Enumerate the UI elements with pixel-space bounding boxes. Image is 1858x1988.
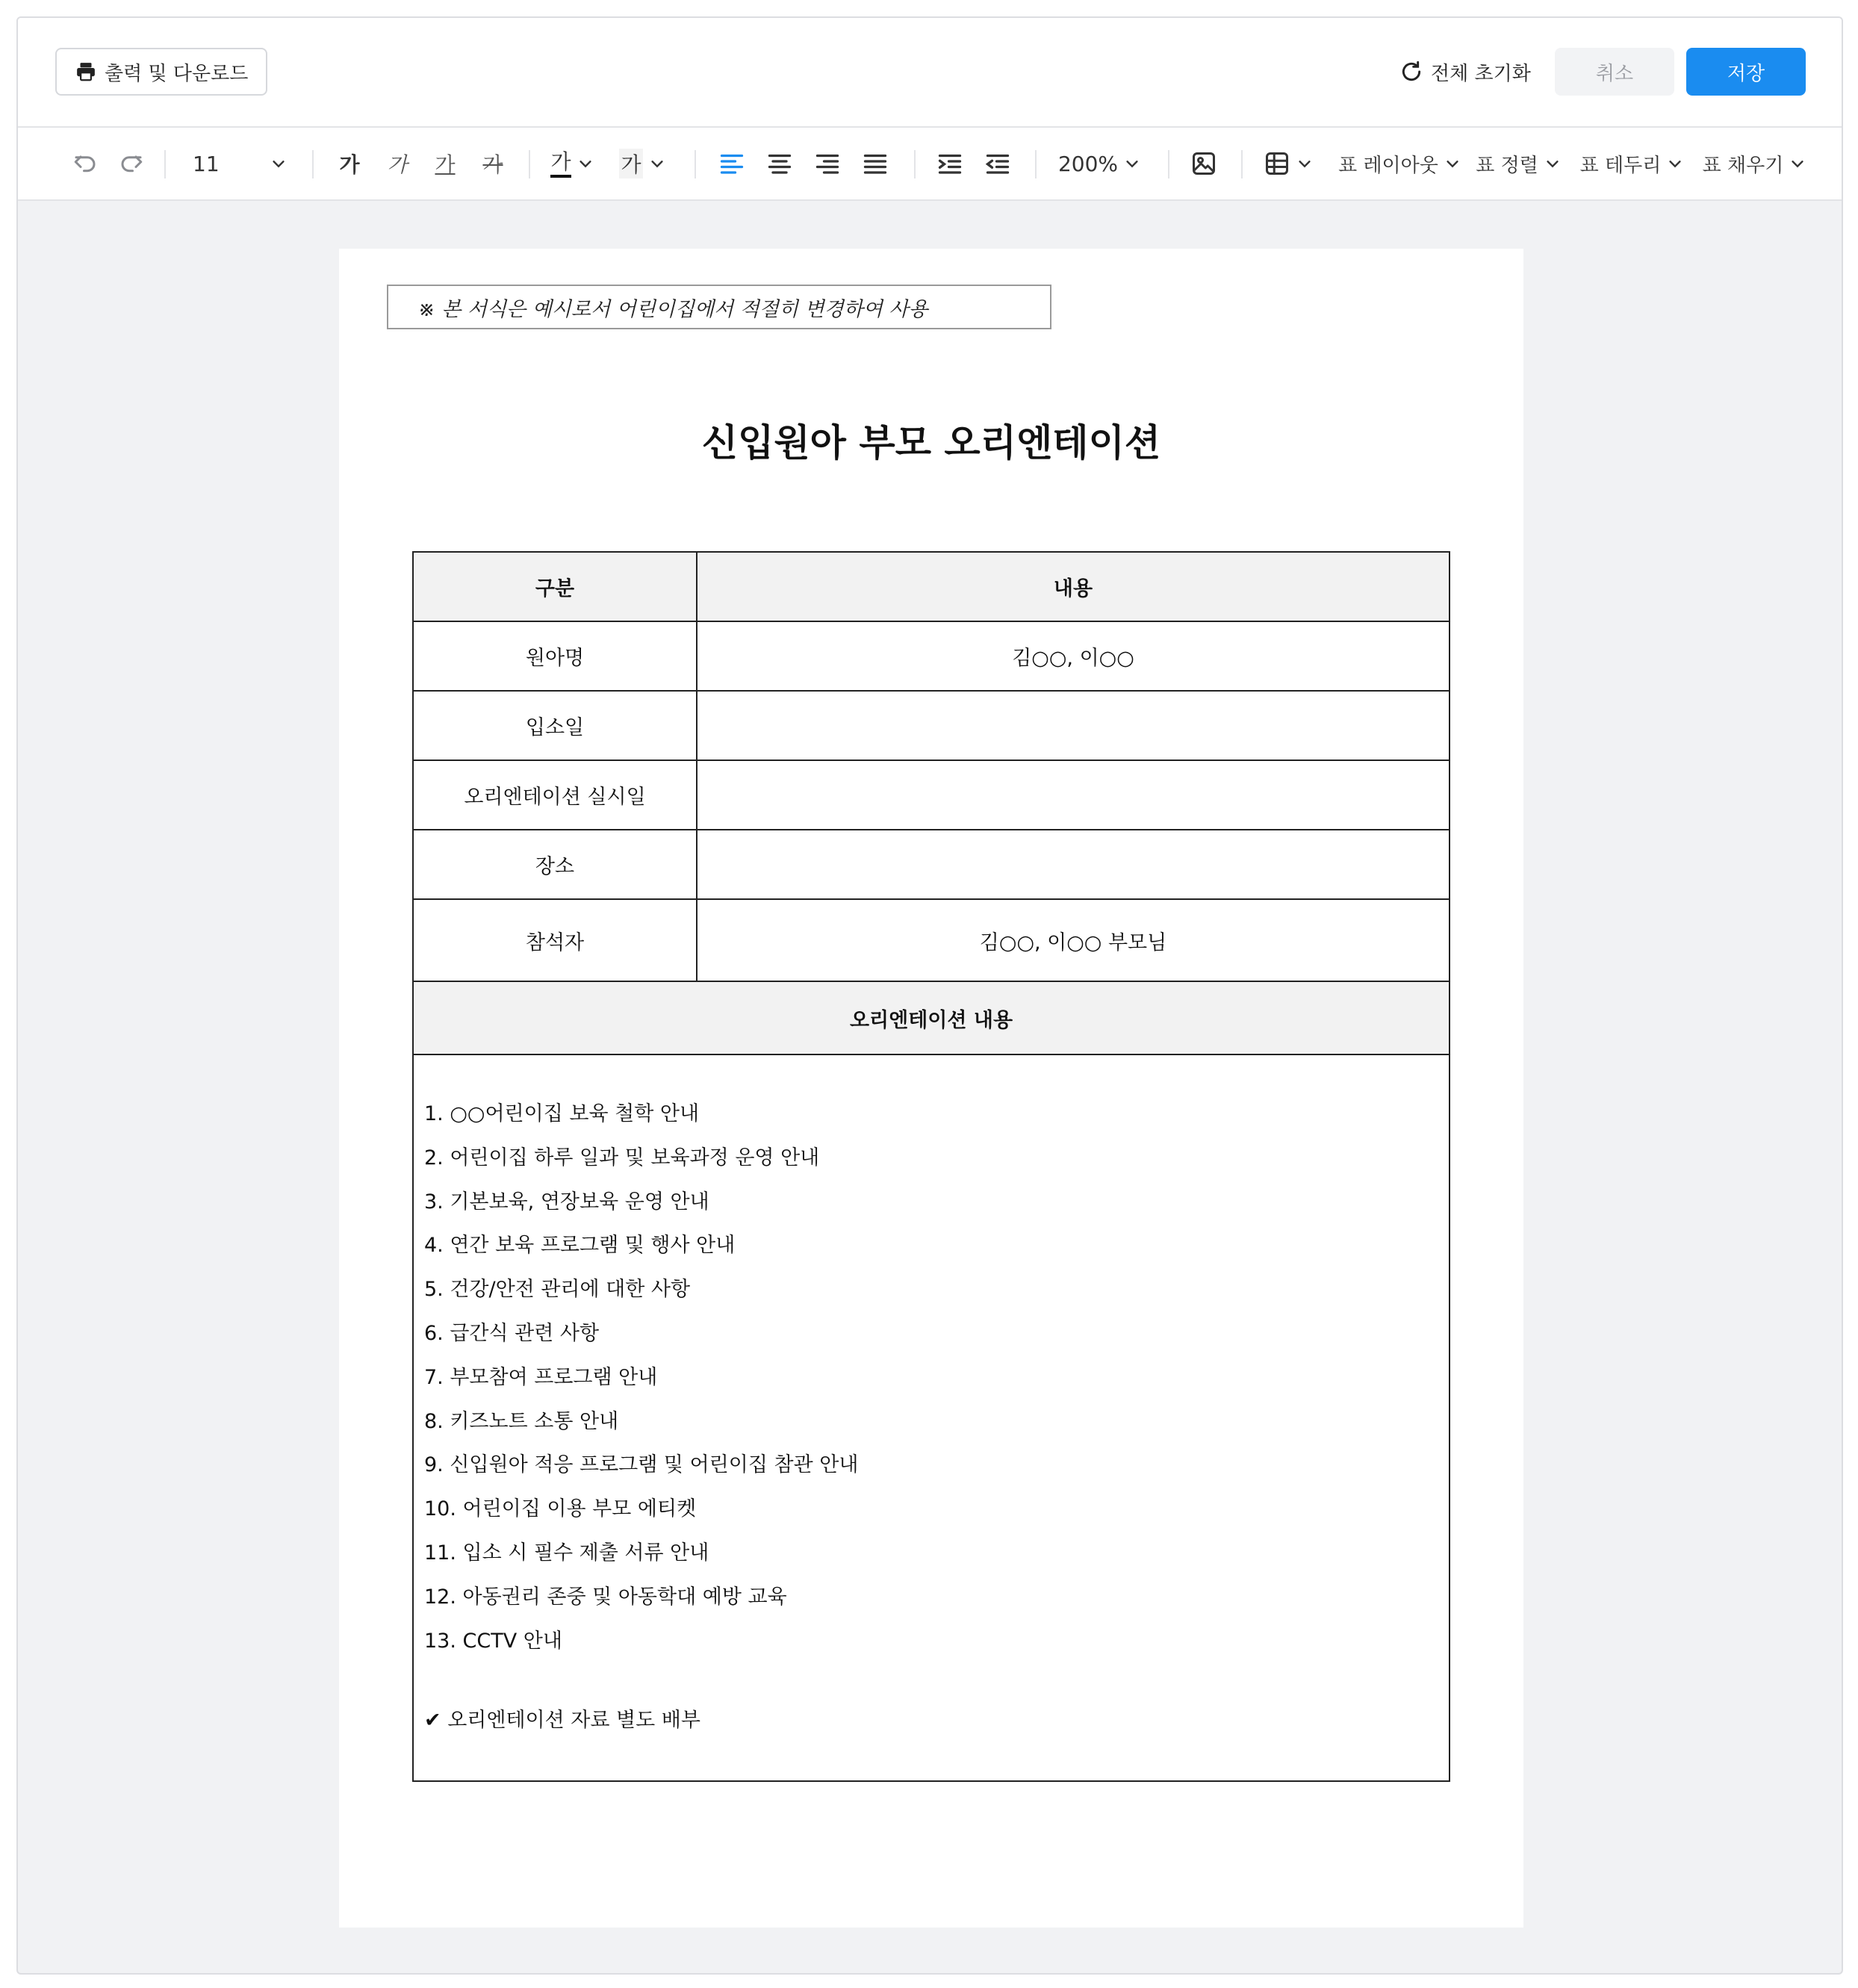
align-center-icon <box>766 150 793 177</box>
row-value-child-name[interactable]: 김○○, 이○○ <box>697 621 1450 691</box>
row-label-orientation-date[interactable]: 오리엔테이션 실시일 <box>413 760 697 830</box>
row-value-admission-date[interactable] <box>697 691 1450 760</box>
list-item: 8. 키즈노트 소통 안내 <box>424 1409 619 1433</box>
chevron-down-icon <box>1444 155 1461 172</box>
table-fill-menu[interactable] <box>1698 128 1810 199</box>
row-label-attendees[interactable]: 참석자 <box>413 899 697 981</box>
chevron-down-icon <box>1667 155 1683 172</box>
table-border-label: 표 테두리 <box>1579 154 1662 177</box>
redo-button[interactable] <box>109 128 154 199</box>
table-layout-label: 표 레이아웃 <box>1338 154 1438 177</box>
top-bar <box>18 18 1842 128</box>
indent-icon <box>936 150 963 177</box>
toolbar-divider <box>164 150 166 178</box>
cancel-button[interactable]: 취소 <box>1555 48 1674 96</box>
table-align-label: 표 정렬 <box>1476 154 1538 177</box>
table-row <box>413 760 1450 830</box>
table-header-category[interactable]: 구분 <box>413 552 697 621</box>
text-color-button[interactable] <box>542 128 602 199</box>
print-download-button[interactable] <box>55 48 267 96</box>
row-label-admission-date[interactable]: 입소일 <box>413 691 697 760</box>
align-center-button[interactable] <box>757 128 802 199</box>
strikethrough-button[interactable] <box>470 128 515 199</box>
print-download-label: 출력 및 다운로드 <box>105 62 249 85</box>
toolbar-divider <box>1035 150 1037 178</box>
align-justify-icon <box>862 150 889 177</box>
list-item: 1. ○○어린이집 보육 철학 안내 <box>424 1102 700 1125</box>
strikethrough-glyph: 가 <box>482 152 503 177</box>
outdent-button[interactable] <box>975 128 1020 199</box>
list-item: 11. 입소 시 필수 제출 서류 안내 <box>424 1541 709 1565</box>
orientation-table <box>412 551 1450 1782</box>
undo-button[interactable] <box>63 128 108 199</box>
list-item: 9. 신입원아 적응 프로그램 및 어린이집 참관 안내 <box>424 1453 859 1477</box>
table-border-menu[interactable] <box>1576 128 1688 199</box>
highlight-color-button[interactable] <box>612 128 672 199</box>
chevron-down-icon <box>270 155 287 172</box>
spacer <box>424 1663 1449 1699</box>
table-row <box>413 621 1450 691</box>
table-layout-menu[interactable] <box>1335 128 1464 199</box>
list-item: 10. 어린이집 이용 부모 에티켓 <box>424 1497 697 1521</box>
template-notice: ※ 본 서식은 예시로서 어린이집에서 적절히 변경하여 사용 <box>387 285 1051 329</box>
editor-window <box>16 16 1843 1975</box>
list-item: 2. 어린이집 하루 일과 및 보육과정 운영 안내 <box>424 1146 820 1169</box>
table-icon <box>1264 150 1290 177</box>
table-fill-label: 표 채우기 <box>1702 154 1784 177</box>
section-title[interactable]: 오리엔테이션 내용 <box>413 981 1450 1054</box>
underline-glyph: 가 <box>435 152 456 177</box>
chevron-down-icon <box>1296 155 1313 172</box>
list-item: 5. 건강/안전 관리에 대한 사항 <box>424 1278 691 1302</box>
toolbar-divider <box>529 150 530 178</box>
align-right-icon <box>814 150 841 177</box>
orientation-content-cell[interactable] <box>413 1054 1450 1781</box>
list-item: 3. 기본보육, 연장보육 운영 안내 <box>424 1190 709 1214</box>
italic-glyph: 가 <box>387 152 408 177</box>
format-toolbar <box>18 128 1842 201</box>
chevron-down-icon <box>1124 155 1140 172</box>
toolbar-divider <box>914 150 916 178</box>
bold-glyph: 가 <box>339 152 360 177</box>
toolbar-divider <box>1241 150 1243 178</box>
row-label-child-name[interactable]: 원아명 <box>413 621 697 691</box>
text-color-glyph: 가 <box>550 149 571 178</box>
align-justify-button[interactable] <box>853 128 898 199</box>
table-row <box>413 899 1450 981</box>
chevron-down-icon <box>649 155 665 172</box>
zoom-select[interactable] <box>1047 128 1152 199</box>
zoom-value: 200% <box>1057 151 1119 176</box>
table-row <box>413 691 1450 760</box>
list-item: 6. 급간식 관련 사항 <box>424 1321 600 1345</box>
list-item: 4. 연간 보육 프로그램 및 행사 안내 <box>424 1234 736 1258</box>
list-item: 7. 부모참여 프로그램 안내 <box>424 1365 658 1389</box>
font-size-select[interactable] <box>184 128 296 199</box>
list-item: 12. 아동권리 존중 및 아동학대 예방 교육 <box>424 1585 787 1609</box>
list-item: 13. CCTV 안내 <box>424 1629 562 1653</box>
outdent-icon <box>984 150 1011 177</box>
table-row <box>413 830 1450 899</box>
chevron-down-icon <box>1544 155 1561 172</box>
align-left-button[interactable] <box>709 128 754 199</box>
document-page[interactable] <box>339 249 1523 1928</box>
save-button[interactable]: 저장 <box>1686 48 1806 96</box>
document-title: 신입원아 부모 오리엔테이션 <box>701 421 1161 465</box>
row-label-place[interactable]: 장소 <box>413 830 697 899</box>
highlight-glyph: 가 <box>619 149 642 178</box>
chevron-down-icon <box>577 155 594 172</box>
reset-all-button[interactable] <box>1399 48 1531 96</box>
underline-button[interactable] <box>423 128 467 199</box>
italic-button[interactable] <box>375 128 420 199</box>
toolbar-divider <box>695 150 696 178</box>
align-right-button[interactable] <box>805 128 850 199</box>
handout-note: ✔ 오리엔테이션 자료 별도 배부 <box>424 1709 700 1733</box>
toolbar-divider <box>1168 150 1169 178</box>
undo-icon <box>72 150 99 177</box>
insert-table-button[interactable] <box>1256 128 1320 199</box>
font-size-value: 11 <box>193 151 220 176</box>
toolbar-divider <box>312 150 314 178</box>
insert-image-button[interactable] <box>1181 128 1226 199</box>
bold-button[interactable] <box>327 128 372 199</box>
table-header-content[interactable]: 내용 <box>697 552 1450 621</box>
printer-icon <box>75 60 97 83</box>
indent-button[interactable] <box>928 128 972 199</box>
align-left-icon <box>718 150 745 177</box>
chevron-down-icon <box>1789 155 1806 172</box>
image-icon <box>1190 150 1217 177</box>
row-value-place[interactable] <box>697 830 1450 899</box>
refresh-icon <box>1399 60 1423 84</box>
row-value-orientation-date[interactable] <box>697 760 1450 830</box>
redo-icon <box>118 150 145 177</box>
table-align-menu[interactable] <box>1471 128 1565 199</box>
row-value-attendees[interactable]: 김○○, 이○○ 부모님 <box>697 899 1450 981</box>
reset-all-label: 전체 초기화 <box>1431 62 1531 85</box>
